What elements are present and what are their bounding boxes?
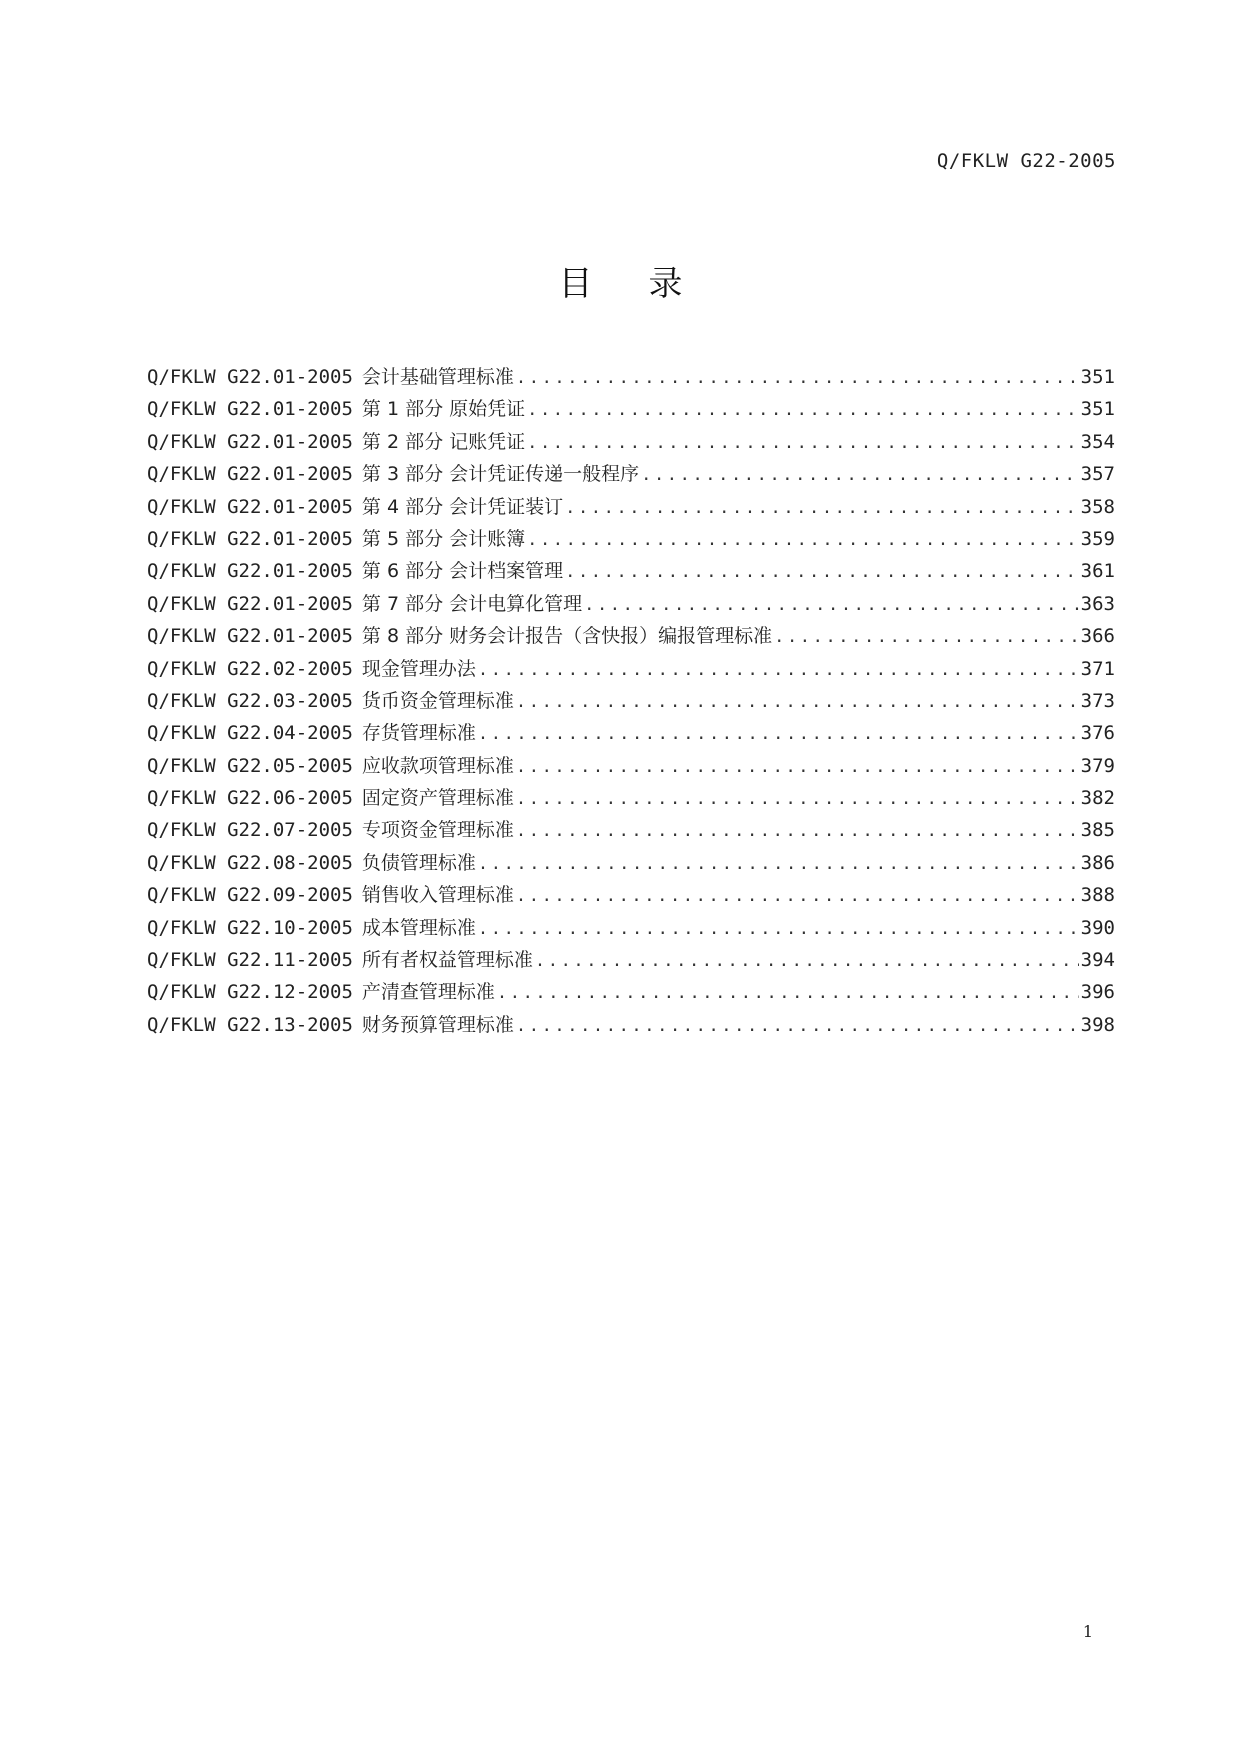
toc-entry-title: 产清查管理标准 — [361, 981, 495, 1004]
toc-dot-leader — [641, 465, 1079, 485]
toc-entry-page: 371 — [1080, 657, 1115, 680]
toc-entry-code: Q/FKLW G22.07-2005 — [147, 819, 353, 842]
toc-entry-title: 第 8 部分 财务会计报告（含快报）编报管理标准 — [361, 625, 773, 648]
toc-entry-code: Q/FKLW G22.01-2005 — [147, 430, 353, 453]
toc-entry-title: 会计基础管理标准 — [361, 366, 514, 388]
toc-dot-leader — [527, 530, 1079, 550]
toc-entry-page: 390 — [1080, 916, 1115, 939]
toc-entry-code: Q/FKLW G22.01-2005 — [147, 398, 353, 421]
toc-entry-code: Q/FKLW G22.12-2005 — [147, 981, 353, 1004]
toc-entry[interactable] — [147, 783, 1115, 815]
toc-entry-title: 货币资金管理标准 — [361, 689, 514, 712]
toc-dot-leader — [478, 854, 1079, 874]
toc-entry-page: 376 — [1080, 722, 1115, 745]
toc-dot-leader — [478, 660, 1079, 680]
toc-dot-leader — [516, 692, 1079, 712]
toc-entry[interactable] — [147, 492, 1115, 524]
toc-entry-code: Q/FKLW G22.08-2005 — [147, 851, 353, 874]
toc-entry-code: Q/FKLW G22.01-2005 — [147, 560, 353, 583]
toc-entry-page: 354 — [1080, 430, 1115, 453]
toc-entry[interactable] — [147, 427, 1115, 459]
toc-entry-page: 351 — [1080, 366, 1115, 388]
toc-entry-code: Q/FKLW G22.01-2005 — [147, 592, 353, 615]
toc-entry-title: 第 6 部分 会计档案管理 — [361, 560, 564, 583]
toc-entry-code: Q/FKLW G22.01-2005 — [147, 463, 353, 486]
toc-entry[interactable] — [147, 880, 1115, 912]
toc-entry-page: 373 — [1080, 689, 1115, 712]
toc-entry-page: 363 — [1080, 592, 1115, 615]
toc-entry-page: 394 — [1080, 949, 1115, 972]
toc-entry-code: Q/FKLW G22.01-2005 — [147, 495, 353, 518]
toc-dot-leader — [478, 724, 1079, 744]
toc-entry[interactable] — [147, 751, 1115, 783]
toc-entry-code: Q/FKLW G22.09-2005 — [147, 884, 353, 907]
toc-entry-page: 398 — [1080, 1013, 1115, 1036]
toc-entry-page: 366 — [1080, 625, 1115, 648]
toc-entry[interactable] — [147, 621, 1115, 653]
toc-entry-title: 所有者权益管理标准 — [361, 949, 533, 972]
toc-entry[interactable] — [147, 686, 1115, 718]
toc-entry-page: 357 — [1080, 463, 1115, 486]
toc-dot-leader — [774, 627, 1079, 647]
toc-entry[interactable] — [147, 524, 1115, 556]
toc-entry-code: Q/FKLW G22.04-2005 — [147, 722, 353, 745]
toc-dot-leader — [527, 400, 1079, 420]
toc-entry-title: 第 2 部分 记账凭证 — [361, 430, 526, 453]
toc-entry-code: Q/FKLW G22.05-2005 — [147, 754, 353, 777]
toc-dot-leader — [478, 919, 1079, 939]
toc-entry[interactable] — [147, 945, 1115, 977]
toc-dot-leader — [516, 1016, 1079, 1036]
toc-entry[interactable] — [147, 654, 1115, 686]
toc-entry[interactable] — [147, 848, 1115, 880]
toc-entry-code: Q/FKLW G22.13-2005 — [147, 1013, 353, 1036]
toc-entry[interactable] — [147, 362, 1115, 394]
toc-entry[interactable] — [147, 589, 1115, 621]
toc-entry-title: 第 4 部分 会计凭证装订 — [361, 495, 564, 518]
document-code: Q/FKLW G22-2005 — [936, 150, 1116, 172]
toc-entry-page: 386 — [1080, 851, 1115, 874]
toc-entry-code: Q/FKLW G22.06-2005 — [147, 787, 353, 810]
toc-entry-title: 负债管理标准 — [361, 851, 476, 874]
toc-entry-title: 第 1 部分 原始凭证 — [361, 398, 526, 421]
toc-entry-page: 388 — [1080, 884, 1115, 907]
toc-entry[interactable] — [147, 815, 1115, 847]
toc-dot-leader — [565, 562, 1079, 582]
toc-entry-title: 财务预算管理标准 — [361, 1013, 514, 1036]
table-of-contents — [147, 362, 1115, 1042]
toc-entry-title: 应收款项管理标准 — [361, 754, 514, 777]
toc-entry[interactable] — [147, 718, 1115, 750]
toc-entry-page: 385 — [1080, 819, 1115, 842]
toc-entry-title: 现金管理办法 — [361, 657, 476, 680]
toc-dot-leader — [516, 368, 1079, 388]
toc-entry-page: 361 — [1080, 560, 1115, 583]
toc-entry-title: 成本管理标准 — [361, 916, 476, 939]
toc-entry-code: Q/FKLW G22.02-2005 — [147, 657, 353, 680]
toc-entry-title: 固定资产管理标准 — [361, 787, 514, 810]
toc-entry-code: Q/FKLW G22.11-2005 — [147, 949, 353, 972]
toc-entry-page: 358 — [1080, 495, 1115, 518]
toc-entry-page: 351 — [1080, 398, 1115, 421]
toc-entry-code: Q/FKLW G22.03-2005 — [147, 689, 353, 712]
toc-dot-leader — [516, 757, 1079, 777]
toc-entry-title: 第 7 部分 会计电算化管理 — [361, 592, 583, 615]
toc-entry-code: Q/FKLW G22.01-2005 — [147, 366, 353, 388]
toc-title: 目录 — [558, 264, 739, 304]
page-number: 1 — [1082, 1622, 1093, 1641]
toc-dot-leader — [516, 886, 1079, 906]
toc-dot-leader — [516, 789, 1079, 809]
toc-entry-title: 专项资金管理标准 — [361, 819, 514, 842]
toc-entry[interactable] — [147, 394, 1115, 426]
toc-entry-code: Q/FKLW G22.01-2005 — [147, 527, 353, 550]
toc-entry-code: Q/FKLW G22.01-2005 — [147, 625, 353, 648]
toc-entry-page: 396 — [1080, 981, 1115, 1004]
toc-entry-title: 第 5 部分 会计账簿 — [361, 527, 526, 550]
toc-dot-leader — [497, 983, 1079, 1003]
toc-entry-title: 存货管理标准 — [361, 722, 476, 745]
toc-entry-page: 359 — [1080, 527, 1115, 550]
toc-entry[interactable] — [147, 556, 1115, 588]
toc-entry[interactable] — [147, 977, 1115, 1009]
toc-entry[interactable] — [147, 459, 1115, 491]
toc-entry-title: 销售收入管理标准 — [361, 884, 514, 907]
toc-dot-leader — [516, 821, 1079, 841]
toc-entry-page: 382 — [1080, 787, 1115, 810]
toc-entry[interactable] — [147, 913, 1115, 945]
toc-entry-title: 第 3 部分 会计凭证传递一般程序 — [361, 463, 640, 486]
toc-dot-leader — [565, 498, 1079, 518]
toc-dot-leader — [527, 433, 1079, 453]
toc-dot-leader — [535, 951, 1079, 971]
toc-entry-code: Q/FKLW G22.10-2005 — [147, 916, 353, 939]
toc-dot-leader — [584, 595, 1079, 615]
toc-entry-page: 379 — [1080, 754, 1115, 777]
toc-entry[interactable] — [147, 1010, 1115, 1042]
